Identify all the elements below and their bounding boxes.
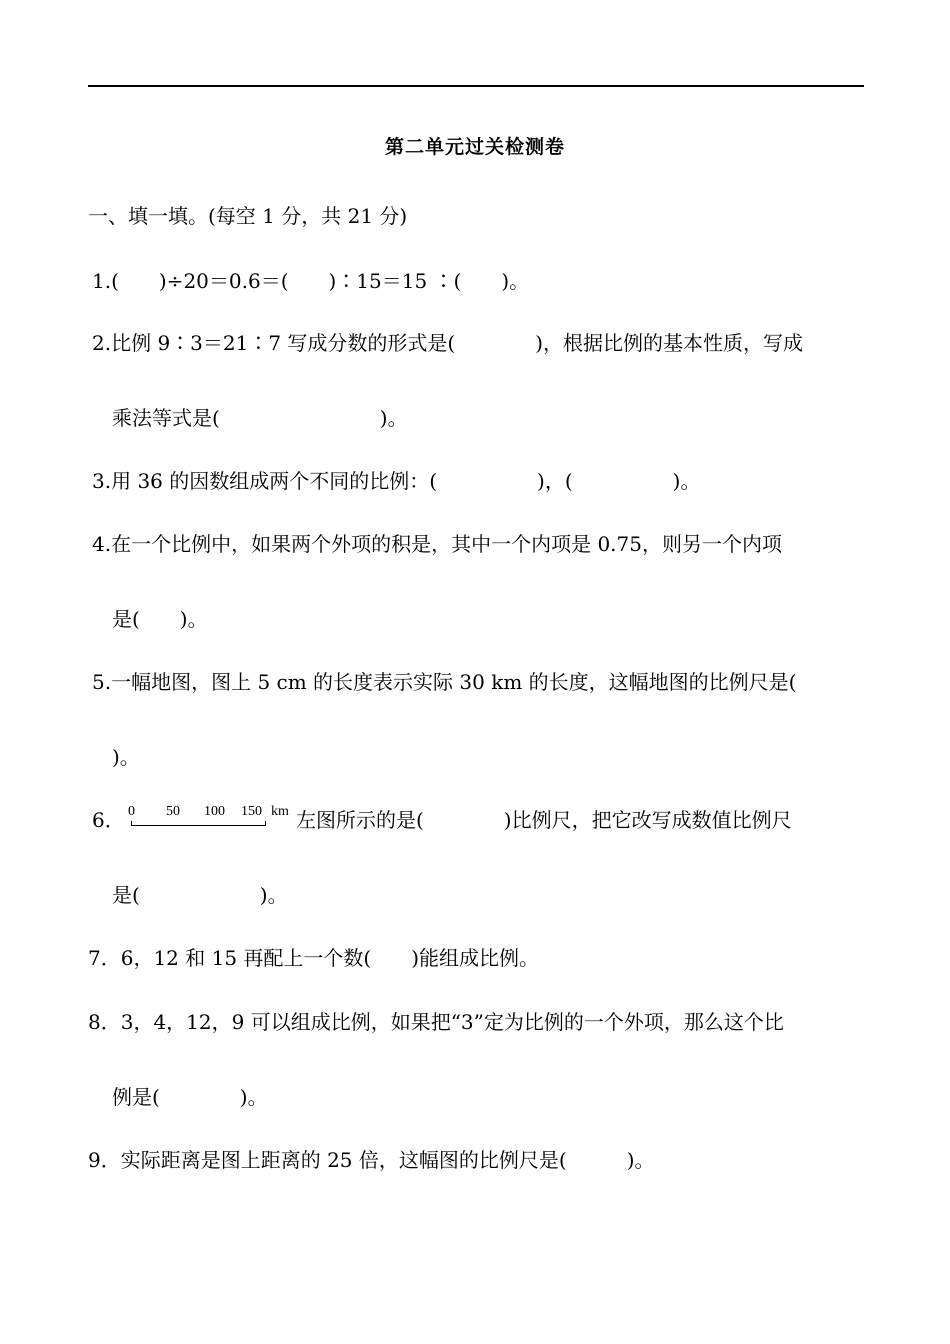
question-6-line-1: 左图所示的是( )比例尺，把它改写成数值比例尺 bbox=[296, 808, 792, 832]
scale-label-50: 50 bbox=[166, 804, 180, 819]
scale-bar bbox=[131, 825, 266, 826]
question-5-line-2: )。 bbox=[112, 745, 140, 769]
page-title: 第二单元过关检测卷 bbox=[384, 136, 565, 158]
question-8-line-2: 例是( )。 bbox=[112, 1085, 268, 1109]
question-9: 9．实际距离是图上距离的 25 倍，这幅图的比例尺是( )。 bbox=[88, 1148, 655, 1172]
scale-tick bbox=[265, 821, 266, 826]
question-4-line-1: 4.在一个比例中，如果两个外项的积是，其中一个内项是 0.75，则另一个内项 bbox=[92, 532, 782, 556]
question-2-line-1: 2.比例 9∶3＝21∶7 写成分数的形式是( )，根据比例的基本性质，写成 bbox=[92, 331, 804, 355]
question-7: 7．6，12 和 15 再配上一个数( )能组成比例。 bbox=[88, 946, 540, 970]
question-3: 3.用 36 的因数组成两个不同的比例：( )，( )。 bbox=[92, 469, 701, 493]
question-8-line-1: 8．3，4，12，9 可以组成比例，如果把“3”定为比例的一个外项，那么这个比 bbox=[88, 1010, 784, 1034]
question-6-number: 6． bbox=[92, 808, 125, 832]
question-5-line-1: 5.一幅地图，图上 5 cm 的长度表示实际 30 km 的长度，这幅地图的比例尺是( bbox=[92, 670, 797, 694]
question-1: 1.( )÷20＝0.6＝( )∶15＝15 ∶( )。 bbox=[92, 269, 530, 293]
scale-tick bbox=[131, 821, 132, 826]
question-2-line-2: 乘法等式是( )。 bbox=[112, 406, 408, 430]
header-rule bbox=[88, 85, 864, 87]
question-6-line-2: 是( )。 bbox=[112, 883, 288, 907]
line-scale-figure bbox=[128, 804, 300, 832]
scale-unit: km bbox=[271, 804, 289, 819]
section-heading: 一、填一填。(每空 1 分，共 21 分) bbox=[88, 204, 408, 228]
scale-label-100: 100 bbox=[204, 804, 225, 819]
scale-label-150: 150 bbox=[241, 804, 262, 819]
question-4-line-2: 是( )。 bbox=[112, 607, 208, 631]
scale-label-0: 0 bbox=[128, 804, 135, 819]
